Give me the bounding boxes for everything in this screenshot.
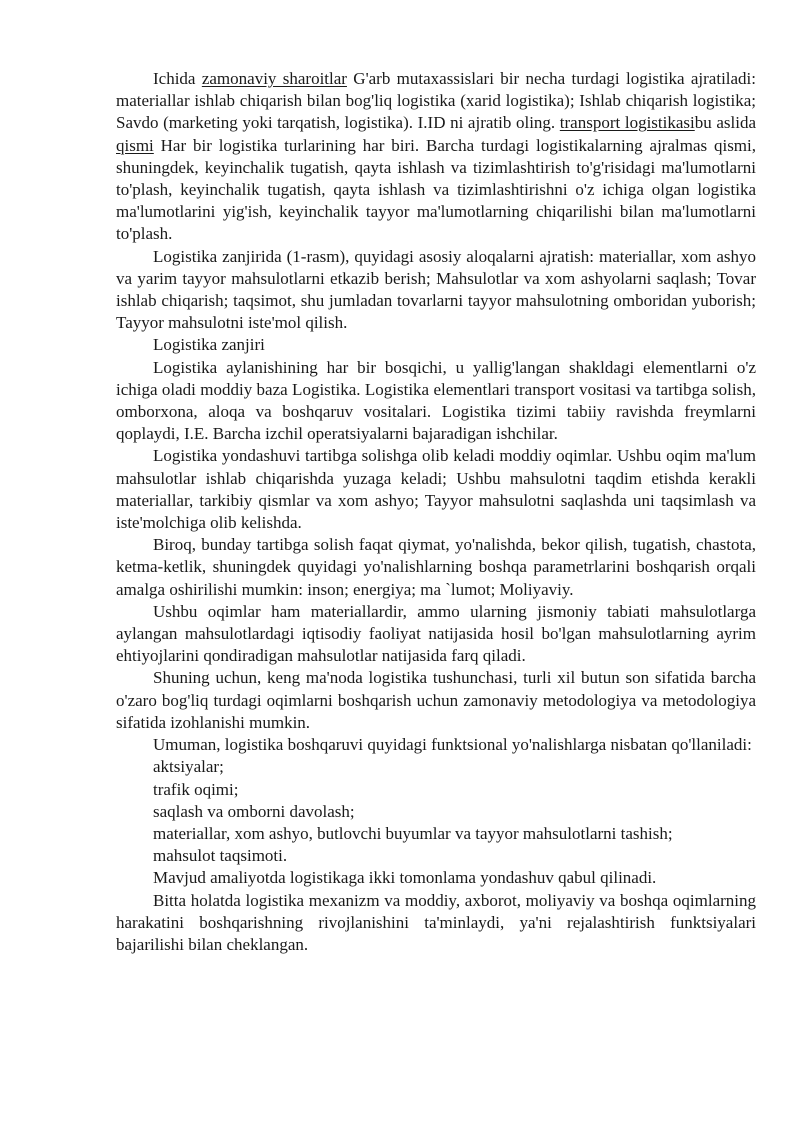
paragraph-text: Logistika aylanishining har bir bosqichi, u yallig'langan shakldagi elementlarni o'z ichiga oladi moddiy baza Logistika. Logistika elementlari transport vositasi va tartibga solish, omborxona, aloqa va boshqaruv vositalari. Logistika tizimi tabiiy ravishda freymlarni qoplaydi, I.E. Barcha izchil operatsiyalarni bajaradigan ishchilar.: [116, 357, 756, 444]
paragraph: Mavjud amaliyotda logistikaga ikki tomonlama yondashuv qabul qilinadi.: [153, 868, 657, 888]
list-item: aktsiyalar;: [153, 757, 224, 777]
paragraph: [116, 667, 756, 734]
paragraph-group: [116, 68, 756, 756]
paragraph: Bitta holatda logistika mexanizm va moddiy, axborot, moliyaviy va boshqa oqimlarning harakatini boshqarishning rivojlanishini ta'minlaydi, ya'ni rejalashtirish funktsiyalari bajarilishi bilan cheklangan.: [116, 890, 756, 954]
paragraph: [116, 68, 756, 246]
list-item: trafik oqimi;: [153, 779, 239, 799]
paragraph-text: Shuning uchun, keng ma'noda logistika tushunchasi, turli xil butun son sifatida barcha o'zaro bog'liq turdagi oqimlarni boshqarish uchun zamonaviy metodologiya va metodologiya sifatida izohlanishi mumkin.: [116, 668, 756, 732]
document-body: [116, 68, 756, 956]
inline-link[interactable]: transport logistikasi: [559, 113, 695, 133]
function-list: [116, 756, 756, 867]
paragraph-text: Logistika yondashuvi tartibga solishga olib keladi moddiy oqimlar. Ushbu oqim ma'lum mahsulotlar ishlab chiqarishda yuzaga keladi; Ushbu mahsulotni taqdim etishda kerakli materiallar, tarkibiy qismlar va xom ashyo; Tayyor mahsulotni saqlashda uni taqsimlash va iste'molchiga olib kelishda.: [116, 446, 756, 533]
list-item: materiallar, xom ashyo, butlovchi buyumlar va tayyor mahsulotlarni tashish;: [153, 823, 673, 843]
paragraph: [116, 334, 756, 356]
inline-link[interactable]: zamonaviy sharoitlar: [201, 69, 347, 88]
paragraph-text: Ichida: [153, 69, 202, 88]
paragraph: [116, 445, 756, 534]
paragraph-text: bu aslida: [694, 113, 757, 133]
paragraph-text: Ushbu oqimlar ham materiallardir, ammo ularning jismoniy tabiati mahsulotlarga aylangan mahsulotlardagi iqtisodiy faoliyat natijasida hosil bo'lgan mahsulotlarning ayrim ehtiyojlarini qondiradigan mahsulotlar natijasida farq qiladi.: [116, 601, 756, 666]
paragraph: [116, 357, 756, 446]
list-item: mahsulot taqsimoti.: [153, 846, 288, 866]
paragraph: [116, 601, 756, 668]
paragraph-text: Har bir logistika turlarining har biri. Barcha turdagi logistikalarning ajralmas qismi, shuningdek, keyinchalik tugatish, qayta ishlash va tizimlashtirish to'g'risidagi ma'lumotlarni to'plash, keyinchalik tugatish, qayta ishlash va tizimlashtirishni o'z ichiga olgan logistika ma'lumotlarini yig'ish, keyinchalik tayyor ma'lumotlarning chiqarilishi bilan ma'lumotlarni to'plash.: [116, 135, 756, 244]
paragraph: [116, 534, 756, 601]
inline-link[interactable]: qismi: [116, 135, 154, 155]
list-item: saqlash va omborni davolash;: [153, 801, 355, 821]
paragraph-text: Logistika zanjiri: [153, 335, 265, 355]
paragraph: [116, 246, 756, 335]
paragraph-text: Logistika zanjirida (1-rasm), quyidagi asosiy aloqalarni ajratish: materiallar, xom ashyo va yarim tayyor mahsulotlarni etkazib berish; Mahsulotlar va xom ashyolarni saqlash; Tovar ishlab chiqarish; taqsimot, shu jumladan tovarlarni tayyor mahsulotning omboridan yuborish; Tayyor mahsulotni iste'mol qilish.: [116, 246, 756, 333]
paragraph-text: G'arb mutaxassislari bir necha turdagi logistika ajratiladi: materiallar ishlab chiqarish bilan bog'liq logistika (xarid logistika); Ishlab chiqarish logistika; Savdo (marketing yoki tarqatish, logistika). I.ID ni ajratib oling.: [116, 69, 757, 133]
paragraph-text: Umuman, logistika boshqaruvi quyidagi funktsional yo'nalishlarga nisbatan qo'llaniladi:: [153, 735, 752, 755]
closing-paragraph-group: [116, 867, 756, 956]
paragraph: [116, 734, 756, 756]
paragraph-text: Biroq, bunday tartibga solish faqat qiymat, yo'nalishda, bekor qilish, tugatish, chastota, ketma-ketlik, shuningdek quyidagi yo'nalishlarning boshqa parametrlarini boshqarish orqali amalga oshirilishi mumkin: inson; energiya; ma `lumot; Moliyaviy.: [116, 535, 756, 599]
